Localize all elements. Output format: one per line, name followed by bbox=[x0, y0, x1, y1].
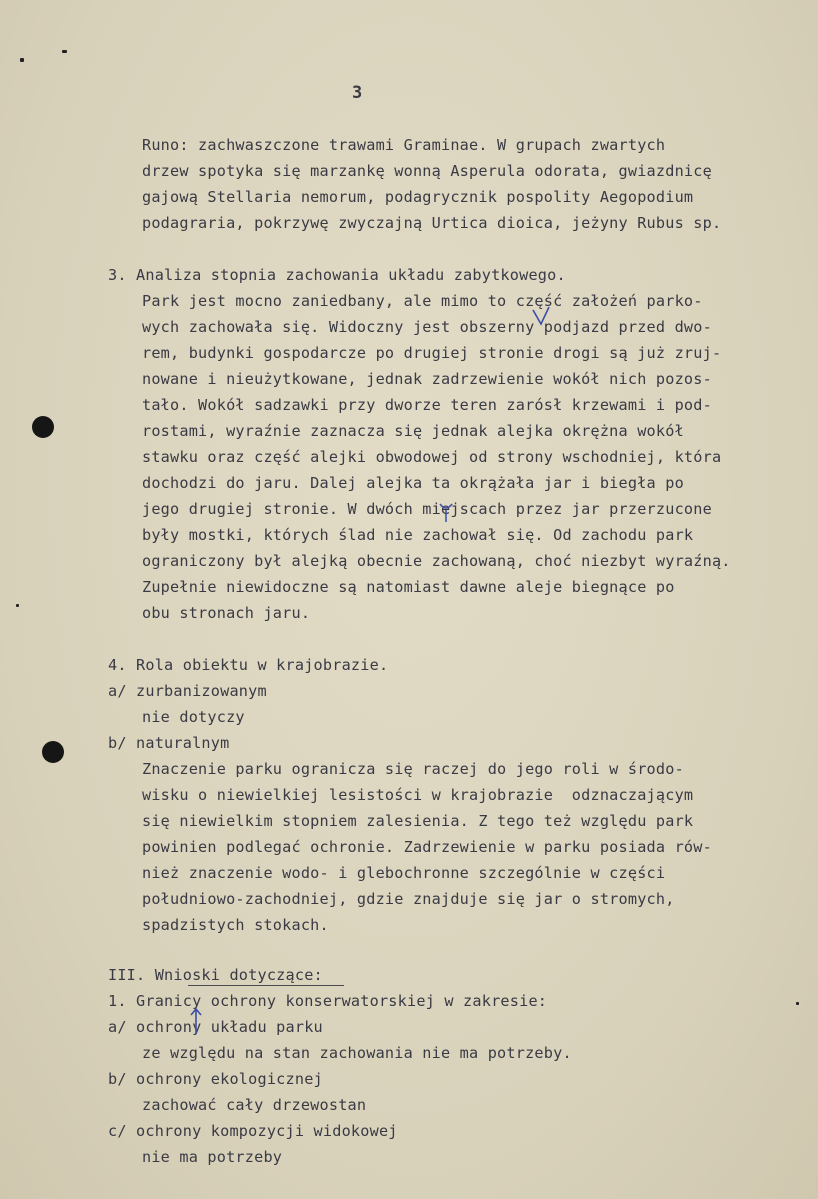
text-line: wisku o niewielkiej lesistości w krajobrazie odznaczającym bbox=[142, 786, 694, 804]
text-line: a/ zurbanizowanym bbox=[108, 682, 267, 700]
text-line: nie ma potrzeby bbox=[142, 1148, 283, 1166]
text-line: rem, budynki gospodarcze po drugiej stronie drogi są już zruj- bbox=[142, 344, 722, 362]
text-line: dochodzi do jaru. Dalej alejka ta okrążała jar i biegła po bbox=[142, 474, 684, 492]
text-line: b/ naturalnym bbox=[108, 734, 230, 752]
section-heading: III. Wnioski dotyczące: bbox=[108, 966, 323, 984]
text-line: ze względu na stan zachowania nie ma potrzeby. bbox=[142, 1044, 572, 1062]
text-line: 1. Granicy ochrony konserwatorskiej w zakresie: bbox=[108, 992, 548, 1010]
text-line: zachować cały drzewostan bbox=[142, 1096, 367, 1114]
punch-hole bbox=[42, 741, 64, 763]
paper-speck bbox=[796, 1002, 799, 1005]
text-line: Runo: zachwaszczone trawami Graminae. W grupach zwartych bbox=[142, 136, 666, 154]
text-line: nowane i nieużytkowane, jednak zadrzewienie wokół nich pozos- bbox=[142, 370, 712, 388]
text-line: wych zachowała się. Widoczny jest obszerny podjazd przed dwo- bbox=[142, 318, 712, 336]
text-line: obu stronach jaru. bbox=[142, 604, 311, 622]
paper-speck bbox=[16, 604, 19, 607]
text-line: gajową Stellaria nemorum, podagrycznik pospolity Aegopodium bbox=[142, 188, 694, 206]
text-line: b/ ochrony ekologicznej bbox=[108, 1070, 323, 1088]
text-line: Zupełnie niewidoczne są natomiast dawne aleje biegnące po bbox=[142, 578, 675, 596]
text-line: c/ ochrony kompozycji widokowej bbox=[108, 1122, 398, 1140]
text-line: Znaczenie parku ogranicza się raczej do jego roli w środo- bbox=[142, 760, 684, 778]
pen-mark-icon bbox=[186, 1006, 206, 1036]
punch-hole bbox=[32, 416, 54, 438]
pen-mark-icon bbox=[530, 304, 554, 328]
text-line: rostami, wyraźnie zaznacza się jednak alejka okrężna wokół bbox=[142, 422, 684, 440]
text-line: spadzistych stokach. bbox=[142, 916, 329, 934]
paper-speck bbox=[20, 58, 24, 62]
text-line: południowo-zachodniej, gdzie znajduje się jar o stromych, bbox=[142, 890, 675, 908]
page-number: 3 bbox=[352, 83, 363, 103]
section-heading: 4. Rola obiektu w krajobrazie. bbox=[108, 656, 389, 674]
text-line: się niewielkim stopniem zalesienia. Z tego też względu park bbox=[142, 812, 694, 830]
paper-speck bbox=[62, 50, 67, 53]
text-line: Park jest mocno zaniedbany, ale mimo to część założeń parko- bbox=[142, 292, 703, 310]
text-line: nież znaczenie wodo- i glebochronne szczególnie w części bbox=[142, 864, 666, 882]
pen-mark-icon bbox=[436, 502, 456, 524]
text-line: tało. Wokół sadzawki przy dworze teren zarósł krzewami i pod- bbox=[142, 396, 712, 414]
heading-underline bbox=[188, 985, 344, 986]
text-line: a/ ochrony układu parku bbox=[108, 1018, 323, 1036]
text-line: powinien podlegać ochronie. Zadrzewienie w parku posiada rów- bbox=[142, 838, 712, 856]
text-line: podagraria, pokrzywę zwyczajną Urtica dioica, jeżyny Rubus sp. bbox=[142, 214, 722, 232]
text-line: były mostki, których ślad nie zachował się. Od zachodu park bbox=[142, 526, 694, 544]
text-line: nie dotyczy bbox=[142, 708, 245, 726]
text-line: drzew spotyka się marzankę wonną Asperula odorata, gwiazdnicę bbox=[142, 162, 712, 180]
text-line: jego drugiej stronie. W dwóch miejscach przez jar przerzucone bbox=[142, 500, 712, 518]
section-heading: 3. Analiza stopnia zachowania układu zabytkowego. bbox=[108, 266, 566, 284]
text-line: ograniczony był alejką obecnie zachowaną, choć niezbyt wyraźną. bbox=[142, 552, 731, 570]
text-line: stawku oraz część alejki obwodowej od strony wschodniej, która bbox=[142, 448, 722, 466]
